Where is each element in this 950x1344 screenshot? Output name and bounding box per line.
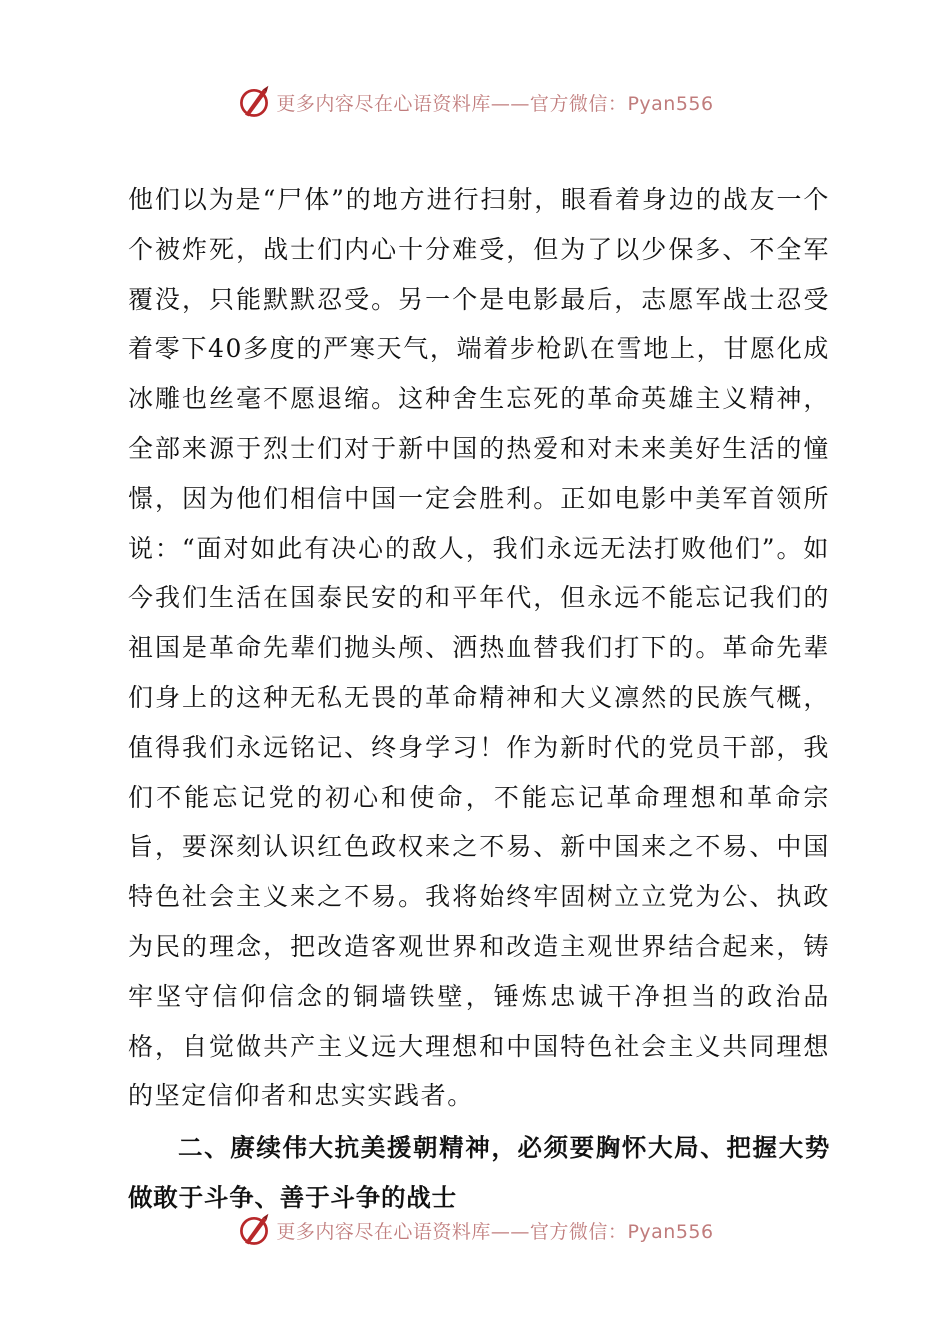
footer-watermark xyxy=(0,1210,950,1250)
body-paragraph: 他们以为是“尸体”的地方进行扫射，眼看着身边的战友一个个被炸死，战士们内心十分难受，但为了以少保多、不全军覆没，只能默默忍受。另一个是电影最后，志愿军战士忍受着零下40多度的严寒天气，端着步枪趴在雪地上，甘愿化成冰雕也丝毫不愿退缩。这种舍生忘死的革命英雄主义精神，全部来源于烈士们对于新中国的热爱和对未来美好生活的憧憬，因为他们相信中国一定会胜利。正如电影中美军首领所说：“面对如此有决心的敌人，我们永远无法打败他们”。如今我们生活在国泰民安的和平年代，但永远不能忘记我们的祖国是革命先辈们抛头颅、洒热血替我们打下的。革命先辈们身上的这种无私无畏的革命精神和大义凛然的民族气概，值得我们永远铭记、终身学习！作为新时代的党员干部，我们不能忘记党的初心和使命，不能忘记革命理想和革命宗旨，要深刻认识红色政权来之不易、新中国来之不易、中国特色社会主义来之不易。我将始终牢固树立立党为公、执政为民的理念，把改造客观世界和改造主观世界结合起来，铸牢坚守信仰信念的铜墙铁壁，锤炼忠诚干净担当的政治品格，自觉做共产主义远大理想和中国特色社会主义共同理想的坚定信仰者和忠实实践者。 xyxy=(128,185,830,1111)
document-body xyxy=(128,175,830,1223)
section-heading: 二、赓续伟大抗美援朝精神，必须要胸怀大局、把握大势做敢于斗争、善于斗争的战士 xyxy=(128,1133,830,1212)
header-watermark xyxy=(0,82,950,122)
watermark-text: 更多内容尽在心语资料库——官方微信：Pyan556 xyxy=(276,1220,714,1243)
pen-logo-icon xyxy=(236,1212,272,1248)
watermark-text: 更多内容尽在心语资料库——官方微信：Pyan556 xyxy=(276,92,714,115)
pen-logo-icon xyxy=(236,84,272,120)
